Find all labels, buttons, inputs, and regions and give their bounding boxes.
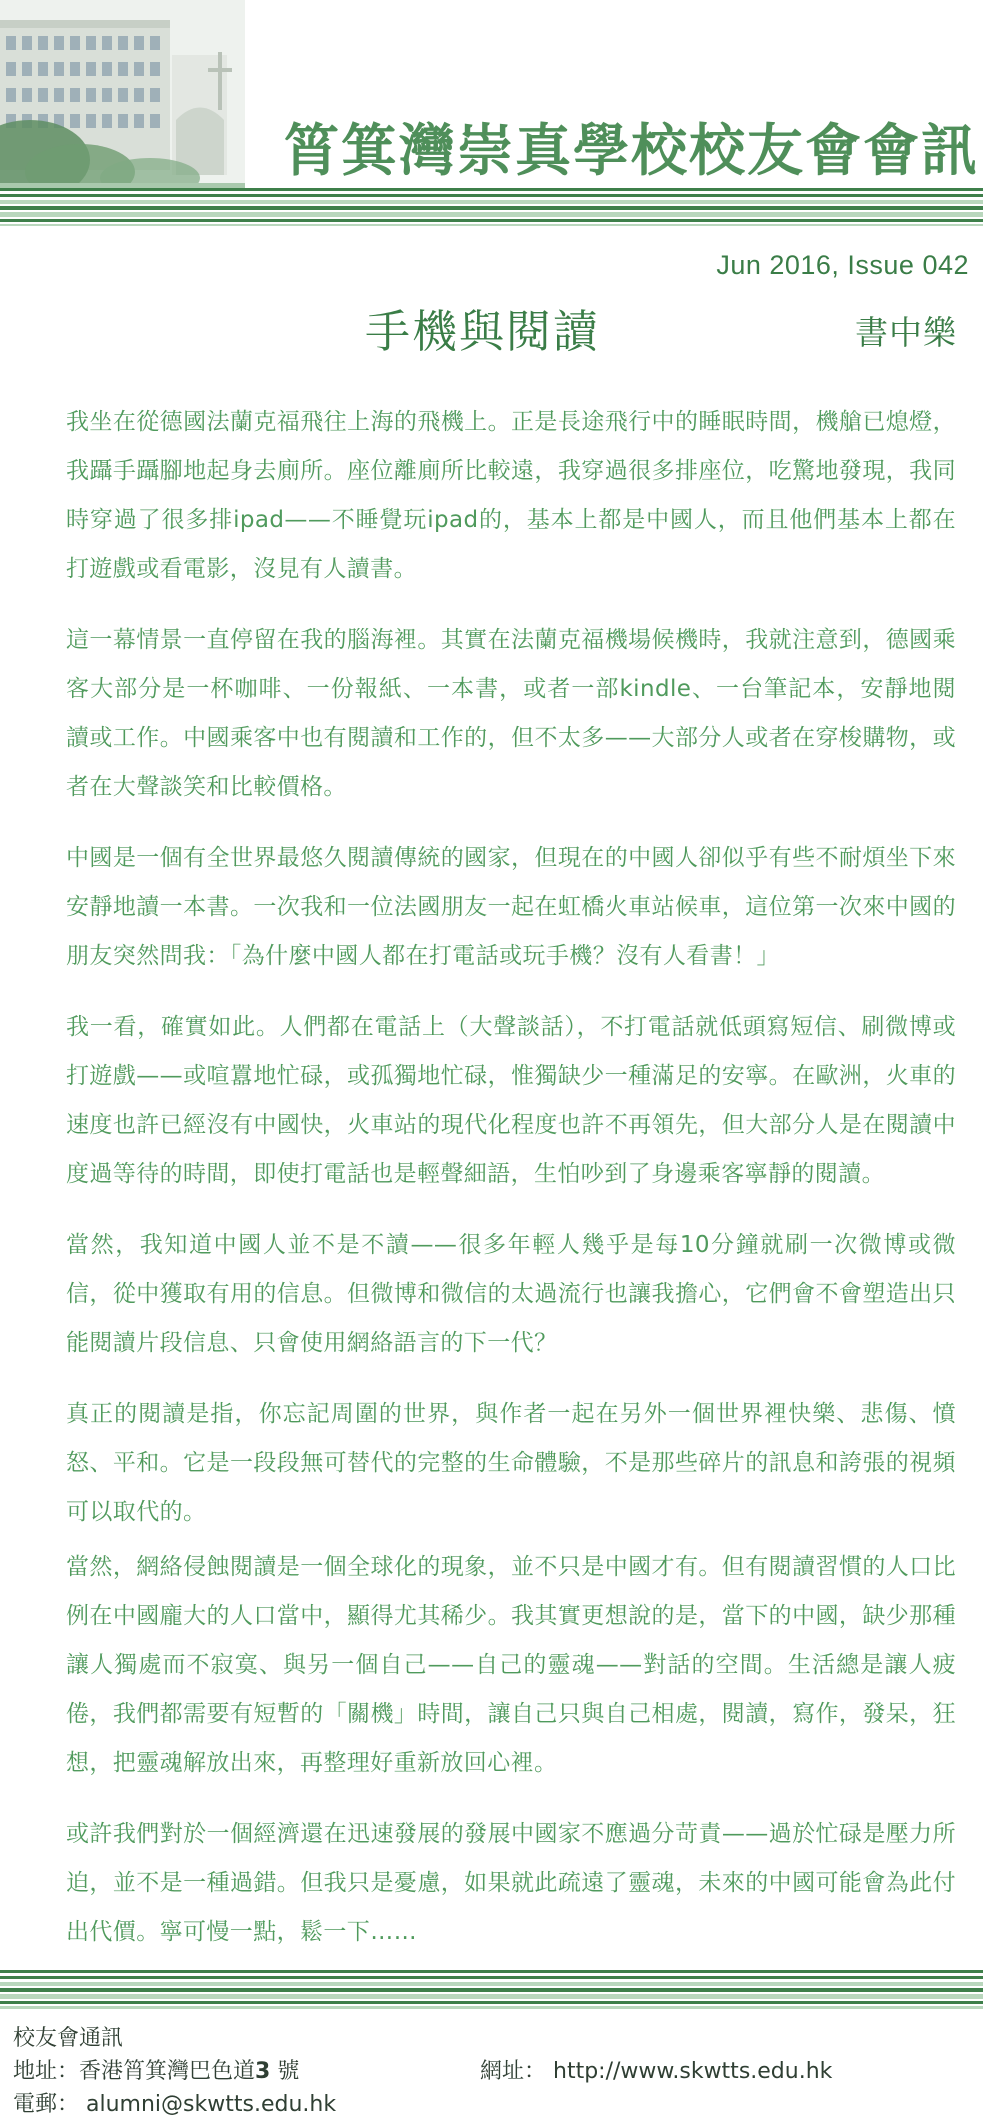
header-stripes bbox=[0, 188, 983, 246]
address-label: 地址： bbox=[13, 2059, 80, 2084]
website-label: 網址： bbox=[480, 2059, 547, 2084]
header-banner bbox=[0, 0, 983, 198]
email-link[interactable]: alumni@skwtts.edu.hk bbox=[86, 2092, 337, 2117]
article-paragraph: 當然，我知道中國人並不是不讀——很多年輕人幾乎是每10分鐘就刷一次微博或微信，從中獲取有用的信息。但微博和微信的太過流行也讓我擔心，它們會不會塑造出只能閱讀片段信息、只會使用網絡語言的下一代？ bbox=[66, 1232, 956, 1356]
article-paragraph: 或許我們對於一個經濟還在迅速發展的發展中國家不應過分苛責——過於忙碌是壓力所迫，並不是一種過錯。但我只是憂慮，如果就此疏遠了靈魂，未來的中國可能會為此付出代價。寧可慢一點，鬆一下…… bbox=[66, 1821, 956, 1945]
issue-label: Jun 2016, Issue 042 bbox=[716, 250, 969, 280]
footer-address bbox=[13, 2055, 480, 2088]
masthead-title: 筲箕灣崇真學校校友會會訊 bbox=[283, 118, 979, 184]
email-label: 電郵： bbox=[13, 2092, 80, 2117]
address-suffix: 號 bbox=[270, 2059, 300, 2084]
footer-stripes bbox=[0, 1970, 983, 2014]
footer-website bbox=[480, 2055, 832, 2088]
website-link[interactable]: http://www.skwtts.edu.hk bbox=[553, 2059, 833, 2084]
footer bbox=[13, 2022, 973, 2121]
article-paragraph: 我坐在從德國法蘭克福飛往上海的飛機上。正是長途飛行中的睡眠時間，機艙已熄燈，我躡手躡腳地起身去廁所。座位離廁所比較遠，我穿過很多排座位，吃驚地發現，我同時穿過了很多排ipad——不睡覺玩ipad的，基本上都是中國人，而且他們基本上都在打遊戲或看電影，沒見有人讀書。 bbox=[66, 409, 956, 582]
footer-address-row bbox=[13, 2055, 973, 2088]
article-paragraph: 真正的閱讀是指，你忘記周圍的世界，與作者一起在另外一個世界裡快樂、悲傷、憤怒、平和。它是一段段無可替代的完整的生命體驗，不是那些碎片的訊息和誇張的視頻可以取代的。 bbox=[66, 1401, 956, 1525]
article-author: 書中樂 bbox=[855, 313, 957, 352]
article-paragraph: 我一看，確實如此。人們都在電話上（大聲談話），不打電話就低頭寫短信、刷微博或打遊戲——或喧囂地忙碌，或孤獨地忙碌，惟獨缺少一種滿足的安寧。在歐洲，火車的速度也許已經沒有中國快，火車站的現代化程度也許不再領先，但大部分人是在閱讀中度過等待的時間，即使打電話也是輕聲細語，生怕吵到了身邊乘客寧靜的閱讀。 bbox=[66, 1014, 956, 1187]
footer-email bbox=[13, 2088, 973, 2121]
article-paragraph: 當然，網絡侵蝕閱讀是一個全球化的現象，並不只是中國才有。但有閱讀習慣的人口比例在中國龐大的人口當中，顯得尤其稀少。我其實更想說的是，當下的中國，缺少那種讓人獨處而不寂寞、與另一個自己——自己的靈魂——對話的空間。生活總是讓人疲倦，我們都需要有短暫的「關機」時間，讓自己只與自己相處，閱讀，寫作，發呆，狂想，把靈魂解放出來，再整理好重新放回心裡。 bbox=[66, 1554, 956, 1776]
article-title: 手機與閱讀 bbox=[365, 305, 601, 358]
article-paragraph: 這一幕情景一直停留在我的腦海裡。其實在法蘭克福機場候機時，我就注意到，德國乘客大部分是一杯咖啡、一份報紙、一本書，或者一部kindle、一台筆記本，安靜地閱讀或工作。中國乘客中也有閱讀和工作的，但不太多——大部分人或者在穿梭購物，或者在大聲談笑和比較價格。 bbox=[66, 627, 956, 800]
article-paragraph: 中國是一個有全世界最悠久閱讀傳統的國家，但現在的中國人卻似乎有些不耐煩坐下來安靜地讀一本書。一次我和一位法國朋友一起在虹橋火車站候車，這位第一次來中國的朋友突然問我：「為什麼中國人都在打電話或玩手機？沒有人看書！」 bbox=[66, 845, 956, 969]
article-body bbox=[66, 398, 956, 1957]
footer-org: 校友會通訊 bbox=[13, 2026, 124, 2051]
address-value: 香港筲箕灣巴色道 bbox=[79, 2059, 256, 2084]
address-number: 3 bbox=[255, 2059, 271, 2084]
school-building-photo bbox=[0, 0, 245, 190]
